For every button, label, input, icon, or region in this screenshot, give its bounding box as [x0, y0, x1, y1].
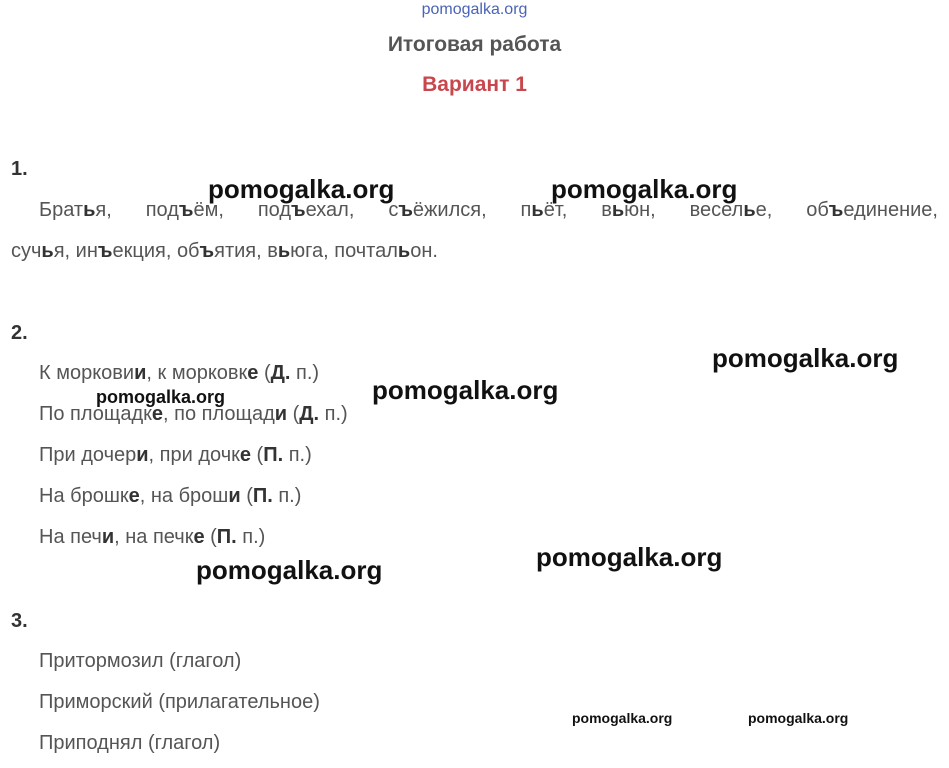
watermark: pomogalka.org	[551, 174, 738, 204]
highlighted-text: е	[151, 403, 164, 425]
task-1-line-1	[39, 199, 938, 222]
word-part: он.	[410, 240, 438, 262]
highlighted-text: П.	[216, 526, 237, 548]
word-part: ёт,	[543, 199, 568, 221]
highlighted-letter: ъ	[291, 199, 306, 221]
task-3-line: Притормозил (глагол)	[39, 650, 242, 672]
text-part: По площадк	[39, 403, 152, 425]
text-part: На брошк	[39, 485, 129, 507]
task-2-line	[39, 444, 312, 467]
text-part: (	[240, 485, 253, 507]
task-2-line	[39, 485, 301, 508]
word-part: об	[806, 199, 829, 221]
task-3-line: Приморский (прилагательное)	[39, 691, 320, 713]
highlighted-letter: ъ	[178, 199, 194, 221]
highlighted-text: и	[228, 485, 241, 507]
text-part: (	[251, 444, 264, 466]
task-2-line	[39, 526, 265, 549]
text-part: , на печк	[114, 526, 194, 548]
task-1-word	[388, 199, 486, 222]
task-3-line: Приподнял (глагол)	[39, 732, 221, 754]
text-part: (	[258, 362, 271, 384]
word-part: ятия,	[214, 240, 268, 262]
task-1-word	[806, 199, 938, 222]
word-part: екция,	[112, 240, 177, 262]
text-part: п.)	[319, 403, 348, 425]
highlighted-letter: ъ	[398, 199, 413, 221]
word-part: под	[145, 199, 179, 221]
highlighted-text: е	[239, 444, 251, 466]
highlighted-text: Д.	[270, 362, 291, 384]
text-part: (	[204, 526, 217, 548]
text-part: (	[287, 403, 300, 425]
word-part: Брат	[39, 199, 84, 221]
watermark: pomogalka.org	[208, 174, 395, 204]
word-part: п	[520, 199, 532, 221]
word-part: с	[388, 199, 399, 221]
highlighted-letter: ь	[83, 199, 96, 221]
highlighted-letter: ь	[611, 199, 625, 221]
highlighted-text: и	[274, 403, 288, 425]
word-part: в	[601, 199, 612, 221]
word-part: я,	[53, 240, 76, 262]
text-part: , на брош	[139, 485, 229, 507]
word-part: единение,	[843, 199, 938, 221]
highlighted-text: е	[193, 526, 205, 548]
word-part: юн,	[624, 199, 656, 221]
word-part: под	[257, 199, 291, 221]
highlighted-text: и	[101, 526, 115, 548]
highlighted-letter: ь	[397, 240, 411, 262]
task-2-line	[39, 362, 319, 385]
highlighted-letter: ь	[531, 199, 544, 221]
word-part: в	[267, 240, 278, 262]
word-part: об	[176, 240, 200, 262]
highlighted-text: и	[136, 444, 149, 466]
highlighted-letter: ъ	[97, 240, 113, 262]
word-part: почтал	[334, 240, 398, 262]
watermark: pomogalka.org	[712, 343, 899, 373]
highlighted-text: Д.	[299, 403, 320, 425]
highlighted-text: е	[128, 485, 140, 507]
site-watermark-top: pomogalka.org	[421, 1, 528, 18]
text-part: На печ	[39, 526, 102, 548]
highlighted-letter: ь	[743, 199, 756, 221]
word-part: суч	[11, 240, 42, 262]
watermark: pomogalka.org	[96, 387, 226, 407]
highlighted-text: и	[134, 362, 147, 384]
word-part: ём,	[193, 199, 224, 221]
text-part: , по площад	[163, 403, 275, 425]
watermark: pomogalka.org	[748, 710, 849, 726]
word-part: е,	[755, 199, 773, 221]
highlighted-letter: ь	[41, 240, 54, 262]
text-part: п.)	[290, 362, 320, 384]
word-part: юга,	[290, 240, 335, 262]
highlighted-text: П.	[263, 444, 284, 466]
word-part: ин	[75, 240, 98, 262]
highlighted-text: П.	[252, 485, 273, 507]
watermark: pomogalka.org	[536, 542, 723, 572]
watermark: pomogalka.org	[572, 710, 673, 726]
task-1-line-2	[11, 240, 438, 263]
word-part: ехал,	[305, 199, 355, 221]
highlighted-letter: ъ	[828, 199, 844, 221]
task-3-number: 3.	[11, 610, 28, 632]
page-title: Итоговая работа	[387, 33, 562, 56]
highlighted-letter: ъ	[199, 240, 215, 262]
task-1-word	[39, 199, 112, 222]
word-part: ёжился,	[412, 199, 487, 221]
word-part: весел	[689, 199, 744, 221]
text-part: К моркови	[39, 362, 135, 384]
task-1-number: 1.	[11, 158, 28, 180]
text-part: п.)	[283, 444, 312, 466]
text-part: п.)	[272, 485, 302, 507]
text-part: , к морковк	[146, 362, 248, 384]
text-part: При дочер	[39, 444, 137, 466]
highlighted-letter: ь	[277, 240, 291, 262]
variant-heading: Вариант 1	[422, 73, 527, 96]
watermark: pomogalka.org	[196, 555, 383, 585]
watermark: pomogalka.org	[372, 375, 559, 405]
word-part: я,	[95, 199, 112, 221]
task-2-number: 2.	[11, 322, 28, 344]
text-part: п.)	[236, 526, 266, 548]
highlighted-text: е	[247, 362, 259, 384]
text-part: , при дочк	[148, 444, 240, 466]
